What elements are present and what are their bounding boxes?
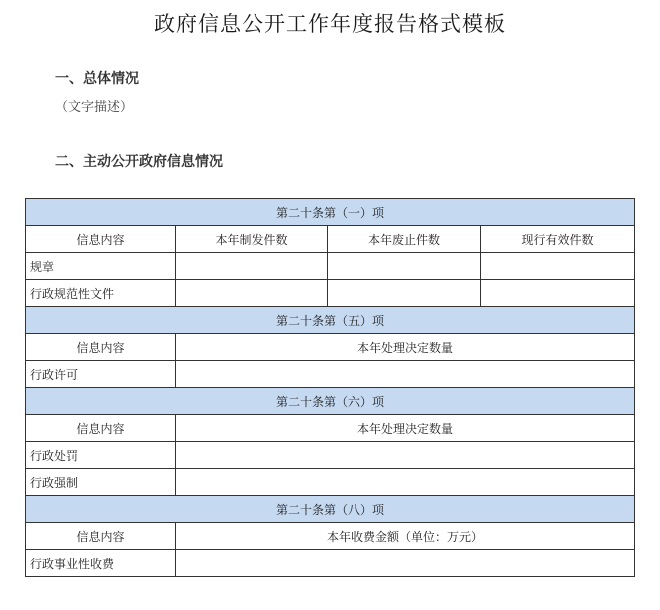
- column-header: 现行有效件数: [481, 226, 635, 253]
- column-header: 信息内容: [26, 334, 176, 361]
- page-title: 政府信息公开工作年度报告格式模板: [154, 12, 506, 36]
- empty-cell: [176, 361, 635, 388]
- row-label: 行政处罚: [26, 442, 176, 469]
- empty-cell: [176, 550, 635, 577]
- empty-cell: [176, 253, 328, 280]
- row-label: 行政规范性文件: [26, 280, 176, 307]
- section-header-cell: 第二十条第（八）项: [26, 496, 635, 523]
- section-heading-overview: 一、总体情况: [55, 71, 139, 87]
- section-description: （文字描述）: [55, 100, 134, 115]
- row-label: 规章: [26, 253, 176, 280]
- section-heading-active-disclosure: 二、主动公开政府信息情况: [55, 154, 223, 170]
- table-row: [26, 523, 635, 550]
- column-header: 信息内容: [26, 226, 176, 253]
- table-row: [26, 226, 635, 253]
- empty-cell: [176, 442, 635, 469]
- table-row: [26, 388, 635, 415]
- column-header: 本年收费金额（单位：万元）: [176, 523, 635, 550]
- row-label: 行政强制: [26, 469, 176, 496]
- column-header: 信息内容: [26, 415, 176, 442]
- table-row: [26, 307, 635, 334]
- table-row: [26, 199, 635, 226]
- table-row: [26, 550, 635, 577]
- empty-cell: [176, 469, 635, 496]
- table-row: [26, 253, 635, 280]
- row-label: 行政事业性收费: [26, 550, 176, 577]
- empty-cell: [328, 280, 481, 307]
- section-header-cell: 第二十条第（一）项: [26, 199, 635, 226]
- column-header: 本年废止件数: [328, 226, 481, 253]
- section-header-cell: 第二十条第（六）项: [26, 388, 635, 415]
- empty-cell: [328, 253, 481, 280]
- disclosure-table: [25, 198, 635, 577]
- table-row: [26, 334, 635, 361]
- section-header-cell: 第二十条第（五）项: [26, 307, 635, 334]
- table-row: [26, 280, 635, 307]
- empty-cell: [481, 280, 635, 307]
- empty-cell: [176, 280, 328, 307]
- table-row: [26, 496, 635, 523]
- table-row: [26, 442, 635, 469]
- table-row: [26, 415, 635, 442]
- row-label: 行政许可: [26, 361, 176, 388]
- table-row: [26, 361, 635, 388]
- table-row: [26, 469, 635, 496]
- column-header: 本年制发件数: [176, 226, 328, 253]
- column-header: 本年处理决定数量: [176, 334, 635, 361]
- column-header: 信息内容: [26, 523, 176, 550]
- column-header: 本年处理决定数量: [176, 415, 635, 442]
- empty-cell: [481, 253, 635, 280]
